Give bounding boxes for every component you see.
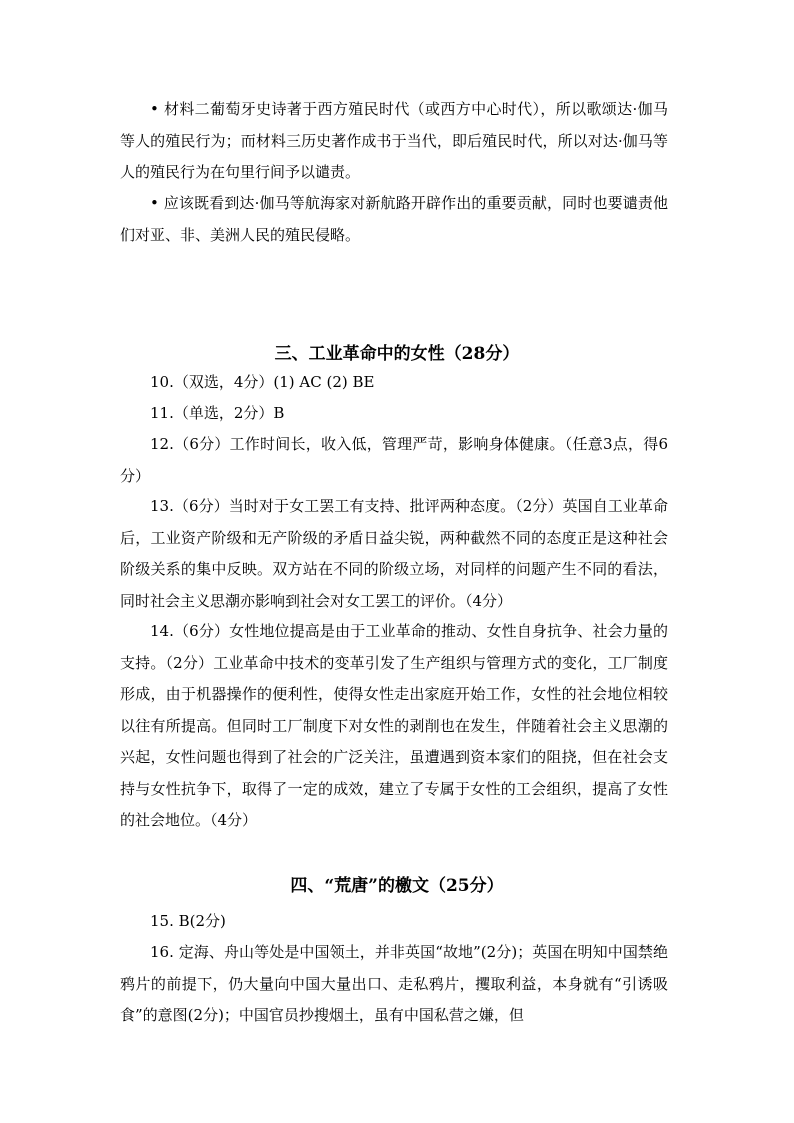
answer-q12: 12.（6分）工作时间长，收入低，管理严苛，影响身体健康。（任意3点，得6分）	[120, 435, 668, 485]
answer-q11: 11.（单选，2分）B	[150, 404, 285, 422]
section-four-title: 四、“荒唐”的檄文（25分）	[290, 876, 504, 896]
answer-q13: 13.（6分）当时对于女工罢工有支持、批评两种态度。（2分）英国自工业革命后，工业资产阶级和无产阶级的矛盾日益尖锐，两种截然不同的态度正是这种社会阶级关系的集中反映。双方站在不同的阶级立场，对同样的问题产生不同的看法，同时社会主义思潮亦影响到社会对女工罢工的评价。（4分）	[120, 497, 668, 610]
answer-q10: 10.（双选，4分）(1) AC (2) BE	[150, 373, 375, 391]
answer-bullet-evaluation: • 应该既看到达·伽马等航海家对新航路开辟作出的重要贡献，同时也要谴责他们对亚、非、美洲人民的殖民侵略。	[120, 194, 668, 244]
answer-q16: 16. 定海、舟山等处是中国领土，并非英国“故地”(2分)；英国在明知中国禁绝鸦片的前提下，仍大量向中国大量出口、走私鸦片，攫取利益，本身就有“引诱吸食”的意图(2分)；中国官员抄搜烟土，虽有中国私营之嫌，但	[120, 943, 668, 1024]
answer-q15: 15. B(2分)	[150, 912, 226, 930]
section-three-title: 三、工业革命中的女性（28分）	[274, 344, 520, 364]
answer-q14: 14.（6分）女性地位提高是由于工业革命的推动、女性自身抗争、社会力量的支持。（2分）工业革命中技术的变革引发了生产组织与管理方式的变化，工厂制度形成，由于机器操作的便利性，使得女性走出家庭开始工作，女性的社会地位相较以往有所提高。但同时工厂制度下对女性的剥削也在发生，伴随着社会主义思潮的兴起，女性问题也得到了社会的广泛关注，虽遭遇到资本家们的阻挠，但在社会支持与女性抗争下，取得了一定的成效，建立了专属于女性的工会组织，提高了女性的社会地位。（4分）	[120, 622, 668, 829]
answer-bullet-colonial-attitude: • 材料二葡萄牙史诗著于西方殖民时代（或西方中心时代），所以歌颂达·伽马等人的殖民行为；而材料三历史著作成书于当代，即后殖民时代，所以对达·伽马等人的殖民行为在句里行间予以谴责。	[120, 100, 668, 181]
